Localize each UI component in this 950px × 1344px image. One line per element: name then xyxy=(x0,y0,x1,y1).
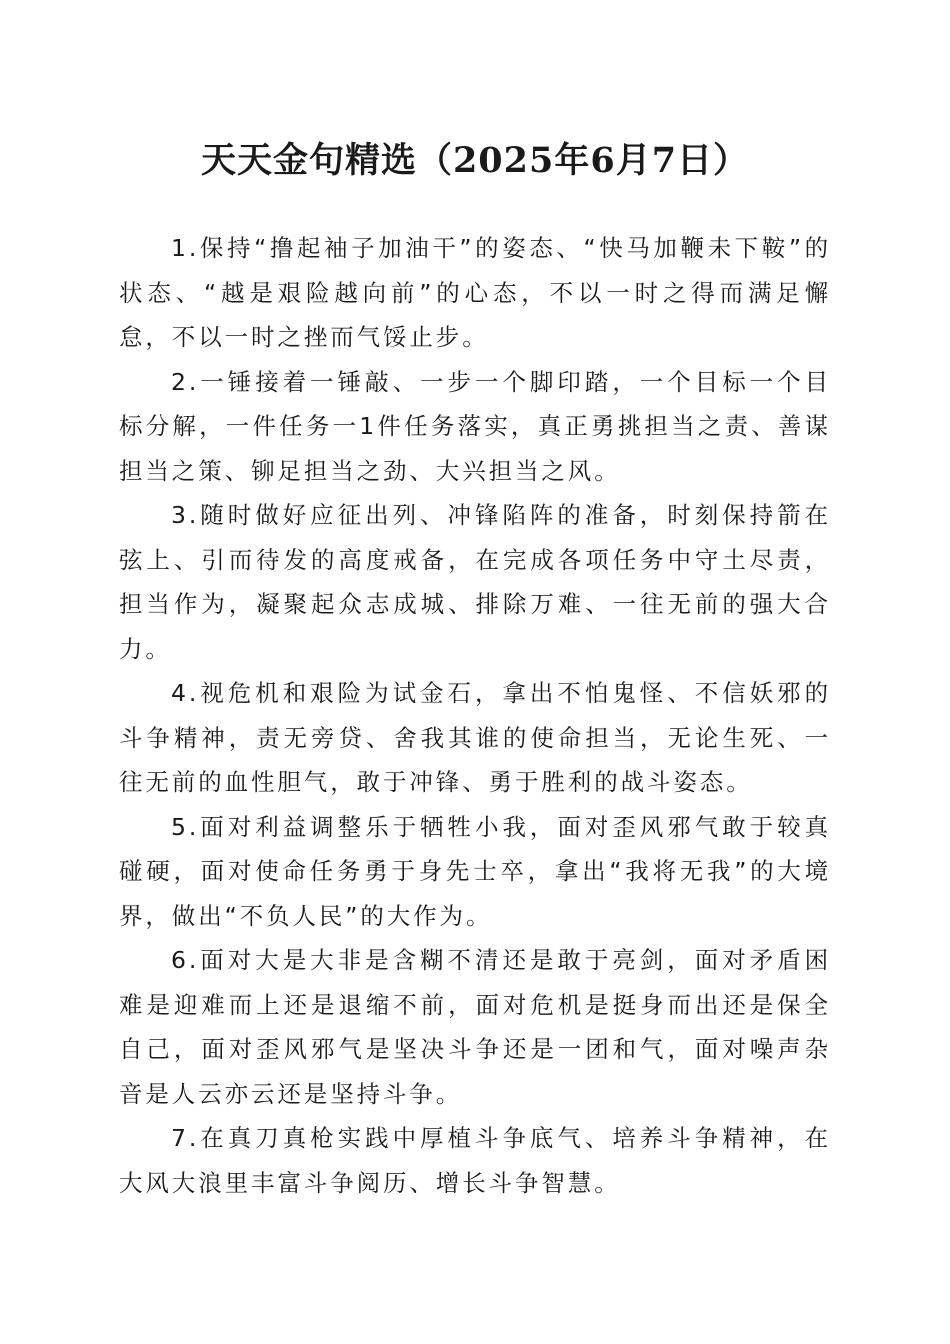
paragraph-6: 6.面对大是大非是含糊不清还是敢于亮剑，面对矛盾困难是迎难而上还是退缩不前，面对危机是挺身而出还是保全自己，面对歪风邪气是坚决斗争还是一团和气，面对噪声杂音是人云亦云还是坚持斗争。 xyxy=(119,946,831,1108)
paragraph-7: 7.在真刀真枪实践中厚植斗争底气、培养斗争精神，在大风大浪里丰富斗争阅历、增长斗争智慧。 xyxy=(119,1124,831,1197)
paragraph-3: 3.随时做好应征出列、冲锋陷阵的准备，时刻保持箭在弦上、引而待发的高度戒备，在完成各项任务中守土尽责，担当作为，凝聚起众志成城、排除万难、一往无前的强大合力。 xyxy=(119,501,831,663)
paragraph-5: 5.面对利益调整乐于牺牲小我，面对歪风邪气敢于较真碰硬，面对使命任务勇于身先士卒，拿出“我将无我”的大境界，做出“不负人民”的大作为。 xyxy=(119,812,831,930)
paragraph-4: 4.视危机和艰险为试金石，拿出不怕鬼怪、不信妖邪的斗争精神，责无旁贷、舍我其谁的使命担当，无论生死、一往无前的血性胆气，敢于冲锋、勇于胜利的战斗姿态。 xyxy=(119,679,831,796)
document-title: 天天金句精选（2025年6月7日） xyxy=(200,140,750,181)
document-body xyxy=(119,226,831,1205)
paragraph-1: 1.保持“撸起袖子加油干”的姿态、“快马加鞭未下鞍”的状态、“越是艰险越向前”的心态，不以一时之得而满足懈怠，不以一时之挫而气馁止步。 xyxy=(119,234,831,351)
paragraph-2: 2.一锤接着一锤敲、一步一个脚印踏，一个目标一个目标分解，一件任务一1件任务落实，真正勇挑担当之责、善谋担当之策、铆足担当之劲、大兴担当之风。 xyxy=(119,367,831,485)
